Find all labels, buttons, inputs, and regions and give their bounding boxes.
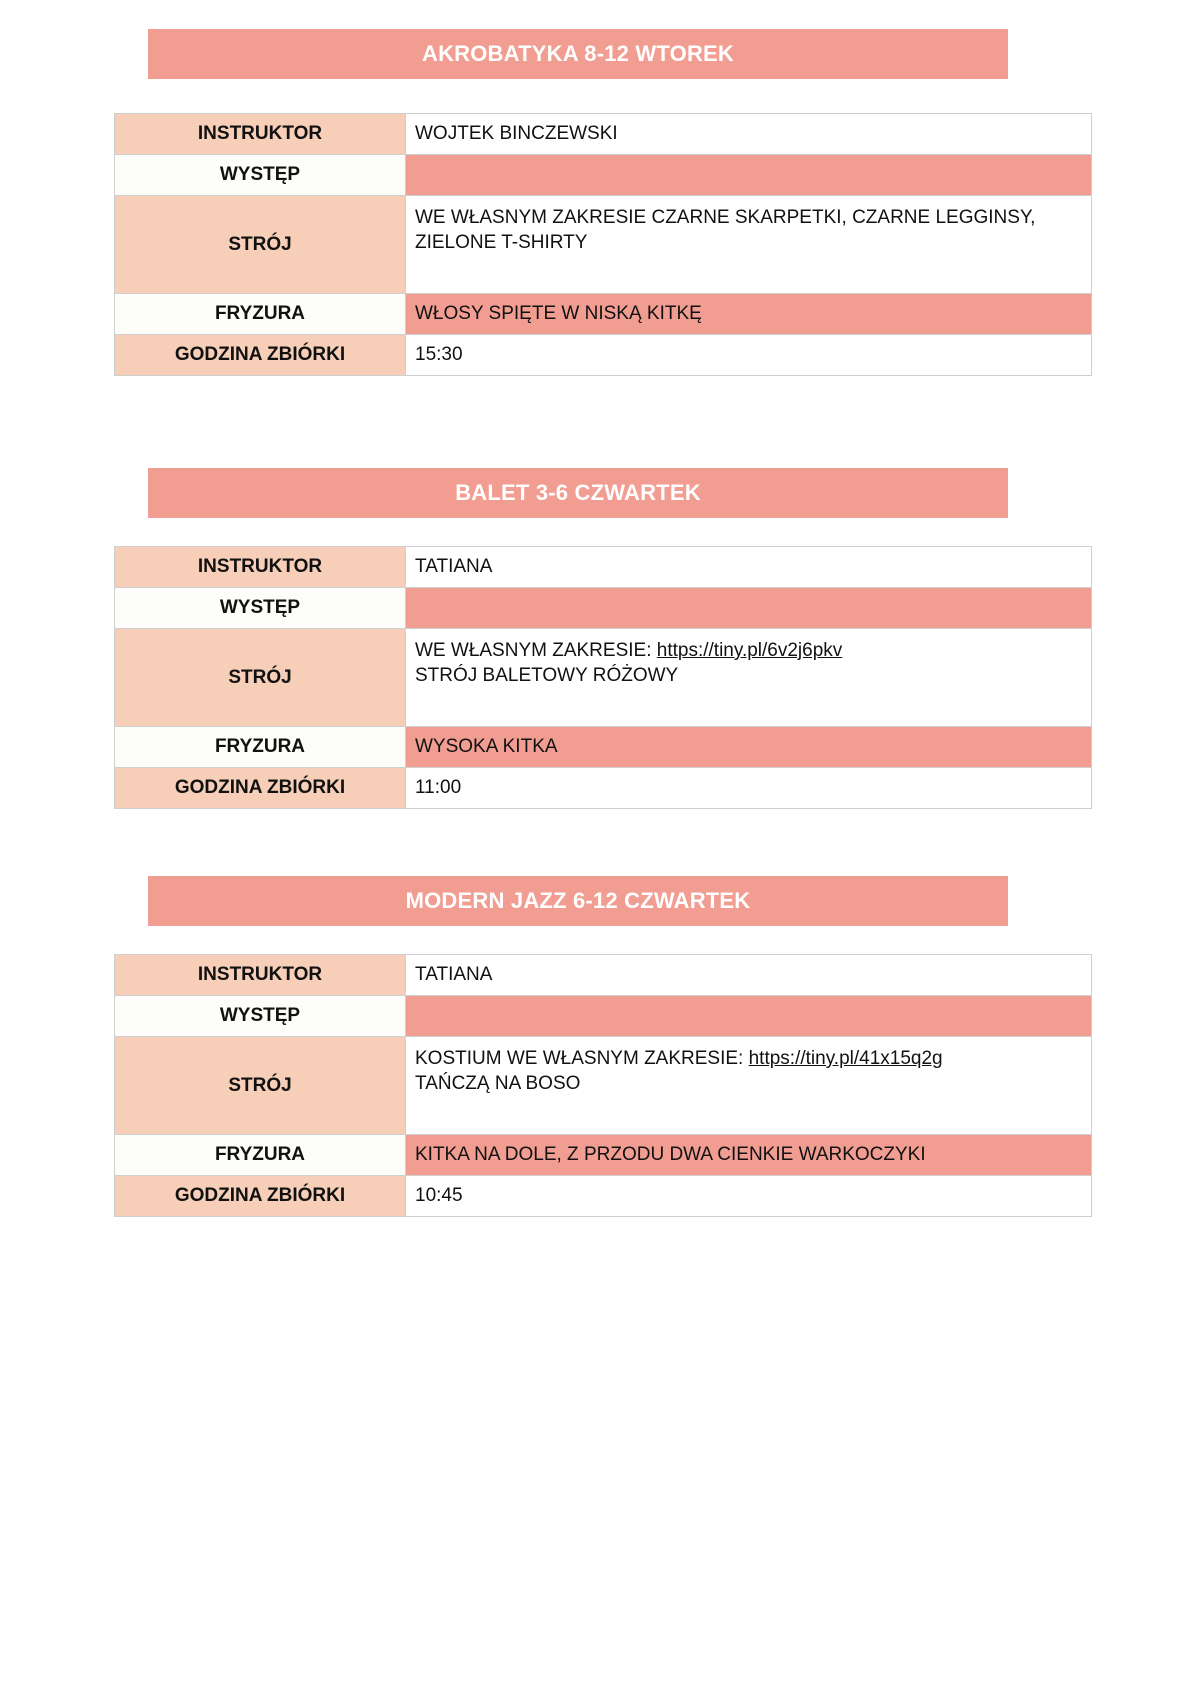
fryzura-value: KITKA NA DOLE, Z PRZODU DWA CIENKIE WARKOCZYKI (406, 1135, 1092, 1176)
instruktor-label: INSTRUKTOR (115, 547, 406, 588)
table-row-fryzura (115, 727, 1092, 768)
table-row-wystep (115, 588, 1092, 629)
section-title: AKROBATYKA 8-12 WTOREK (148, 29, 1008, 79)
class-info-table (114, 954, 1092, 1217)
stroj-line-1 (415, 205, 1082, 230)
wystep-value (406, 996, 1092, 1037)
wystep-label: WYSTĘP (115, 588, 406, 629)
table-row-godzina (115, 768, 1092, 809)
instruktor-label: INSTRUKTOR (115, 955, 406, 996)
stroj-text: WE WŁASNYM ZAKRESIE CZARNE SKARPETKI, CZARNE LEGGINSY, (415, 207, 1036, 228)
stroj-label: STRÓJ (115, 1037, 406, 1135)
class-info-table (114, 546, 1092, 809)
stroj-label: STRÓJ (115, 629, 406, 727)
table-row-godzina (115, 1176, 1092, 1217)
stroj-link[interactable]: https://tiny.pl/41x15q2g (748, 1048, 943, 1069)
table-row-wystep (115, 155, 1092, 196)
godzina-label: GODZINA ZBIÓRKI (115, 768, 406, 809)
fryzura-value: WŁOSY SPIĘTE W NISKĄ KITKĘ (406, 294, 1092, 335)
table-row-instruktor (115, 955, 1092, 996)
table-row-instruktor (115, 114, 1092, 155)
instruktor-value: TATIANA (406, 955, 1092, 996)
table-row-instruktor (115, 547, 1092, 588)
fryzura-label: FRYZURA (115, 294, 406, 335)
stroj-line-2: STRÓJ BALETOWY RÓŻOWY (415, 665, 679, 686)
instruktor-value: WOJTEK BINCZEWSKI (406, 114, 1092, 155)
godzina-value: 15:30 (406, 335, 1092, 376)
table-row-wystep (115, 996, 1092, 1037)
table-row-fryzura (115, 1135, 1092, 1176)
stroj-label: STRÓJ (115, 196, 406, 294)
table-row-fryzura (115, 294, 1092, 335)
wystep-value (406, 588, 1092, 629)
table-row-stroj (115, 196, 1092, 294)
instruktor-value: TATIANA (406, 547, 1092, 588)
stroj-line-2: TAŃCZĄ NA BOSO (415, 1073, 581, 1094)
fryzura-label: FRYZURA (115, 727, 406, 768)
section-title: BALET 3-6 CZWARTEK (148, 468, 1008, 518)
godzina-value: 11:00 (406, 768, 1092, 809)
stroj-link[interactable]: https://tiny.pl/6v2j6pkv (656, 640, 843, 661)
wystep-label: WYSTĘP (115, 155, 406, 196)
table-row-stroj (115, 629, 1092, 727)
stroj-value (406, 196, 1092, 294)
fryzura-label: FRYZURA (115, 1135, 406, 1176)
godzina-label: GODZINA ZBIÓRKI (115, 1176, 406, 1217)
section-title: MODERN JAZZ 6-12 CZWARTEK (148, 876, 1008, 926)
table-row-godzina (115, 335, 1092, 376)
wystep-value (406, 155, 1092, 196)
stroj-line-1 (415, 1046, 1082, 1071)
stroj-text: WE WŁASNYM ZAKRESIE: (415, 640, 657, 661)
godzina-label: GODZINA ZBIÓRKI (115, 335, 406, 376)
stroj-value (406, 1037, 1092, 1135)
godzina-value: 10:45 (406, 1176, 1092, 1217)
stroj-value (406, 629, 1092, 727)
class-info-table (114, 113, 1092, 376)
stroj-text: KOSTIUM WE WŁASNYM ZAKRESIE: (415, 1048, 749, 1069)
wystep-label: WYSTĘP (115, 996, 406, 1037)
stroj-line-2: ZIELONE T-SHIRTY (415, 232, 588, 253)
fryzura-value: WYSOKA KITKA (406, 727, 1092, 768)
stroj-line-1 (415, 638, 1082, 663)
table-row-stroj (115, 1037, 1092, 1135)
instruktor-label: INSTRUKTOR (115, 114, 406, 155)
